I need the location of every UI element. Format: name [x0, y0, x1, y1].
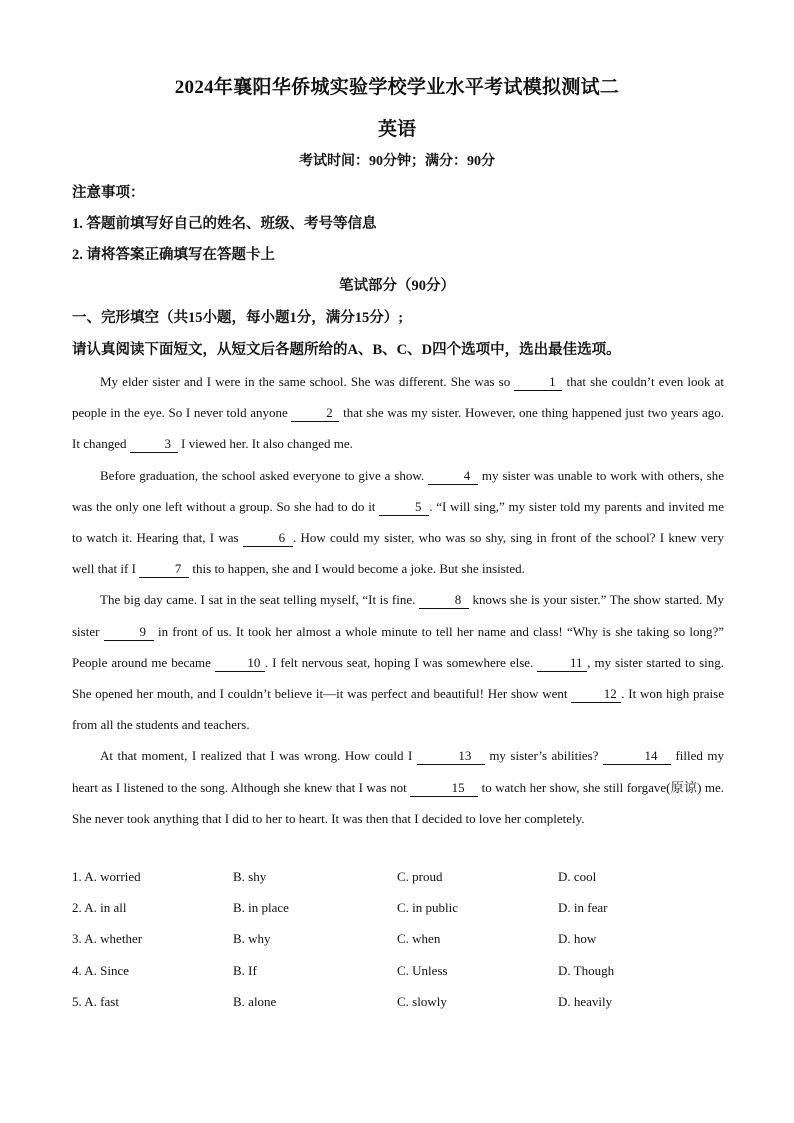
blank-6: 6 — [243, 530, 293, 547]
paragraph-4: At that moment, I realized that I was wrong. How could I 13 my sister’s abilities? 14 filled my heart as I listened to the song. Although she knew that I was not 15 to watch her show, she still forgave(原谅) me. She never took anything that I did to her to heart. It was then that I decided to love her completely. — [72, 748, 724, 826]
question-4-options — [72, 963, 724, 983]
blank-12: 12 — [571, 686, 621, 703]
blank-14: 14 — [603, 748, 671, 765]
q3-option-d: D. how — [558, 931, 597, 946]
blank-15: 15 — [410, 780, 478, 797]
q1-option-b: B. shy — [233, 869, 267, 884]
blank-8: 8 — [419, 592, 469, 609]
blank-10: 10 — [215, 655, 265, 672]
q5-option-a: 5. A. fast — [72, 994, 119, 1009]
cloze-passage — [72, 366, 724, 834]
paragraph-3: The big day came. I sat in the seat telling myself, “It is fine. 8 knows she is your sister.” The show started. My sister 9 in front of us. It took her almost a whole minute to tell her name and class! “Why is she taking so long?” People around me became 10 . I felt nervous seat, hoping I was somewhere else. 11 , my sister started to sing. She opened her mouth, and I couldn’t believe it—it was perfect and beautiful! Her show went 12 . It won high praise from all the students and teachers. — [72, 592, 725, 733]
blank-11: 11 — [537, 655, 587, 672]
q3-option-a: 3. A. whether — [72, 931, 143, 946]
section-heading: 一、完形填空（共15小题，每小题1分，满分15分）; — [72, 310, 404, 326]
note-item-2: 2. 请将答案正确填写在答题卡上 — [72, 247, 275, 263]
q1-option-d: D. cool — [558, 869, 597, 884]
blank-2: 2 — [291, 405, 339, 422]
question-3-options — [72, 931, 724, 951]
section-instruction: 请认真阅读下面短文，从短文后各题所给的A、B、C、D四个选项中，选出最佳选项。 — [72, 342, 621, 358]
question-1-options — [72, 869, 724, 889]
q5-option-d: D. heavily — [558, 994, 613, 1009]
question-5-options — [72, 994, 724, 1014]
paragraph-2: Before graduation, the school asked everyone to give a show. 4 my sister was unable to work with others, she was the only one left without a group. So she had to do it 5 . “I will sing,” my sister told my parents and invited me to watch it. Hearing that, I was 6 . How could my sister, who was so shy, sing in front of the school? I knew very well that if I 7 this to happen, she and I would become a joke. But she insisted. — [72, 467, 725, 577]
blank-7: 7 — [139, 561, 189, 578]
q3-option-b: B. why — [233, 931, 271, 946]
blank-1: 1 — [514, 374, 562, 391]
q4-option-a: 4. A. Since — [72, 963, 130, 978]
note-item-1: 1. 答题前填写好自己的姓名、班级、考号等信息 — [72, 216, 377, 232]
q1-option-a: 1. A. worried — [72, 869, 141, 884]
q2-option-d: D. in fear — [558, 900, 608, 915]
subject-title: 英语 — [377, 119, 416, 140]
blank-3: 3 — [130, 436, 178, 453]
blank-5: 5 — [379, 499, 429, 516]
blank-4: 4 — [428, 468, 478, 485]
question-2-options — [72, 900, 724, 920]
blank-9: 9 — [104, 624, 154, 641]
q4-option-b: B. If — [233, 963, 257, 978]
blank-13: 13 — [417, 748, 485, 765]
q2-option-a: 2. A. in all — [72, 900, 127, 915]
q3-option-c: C. when — [397, 931, 441, 946]
q2-option-b: B. in place — [233, 900, 289, 915]
q1-option-c: C. proud — [397, 869, 443, 884]
part-title: 笔试部分（90分） — [339, 278, 455, 294]
q5-option-c: C. slowly — [397, 994, 447, 1009]
q5-option-b: B. alone — [233, 994, 277, 1009]
exam-title: 2024年襄阳华侨城实验学校学业水平考试模拟测试二 — [174, 77, 620, 98]
q4-option-c: C. Unless — [397, 963, 448, 978]
q4-option-d: D. Though — [558, 963, 615, 978]
q2-option-c: C. in public — [397, 900, 459, 915]
notes-heading: 注意事项： — [72, 185, 145, 201]
paragraph-1: My elder sister and I were in the same school. She was different. She was so 1 that she couldn’t even look at people in the eye. So I never told anyone 2 that she was my sister. However, one thing happened just two years ago. It changed 3 I viewed her. It also changed me. — [72, 374, 724, 452]
exam-info: 考试时间：90分钟；满分：90分 — [299, 154, 495, 169]
